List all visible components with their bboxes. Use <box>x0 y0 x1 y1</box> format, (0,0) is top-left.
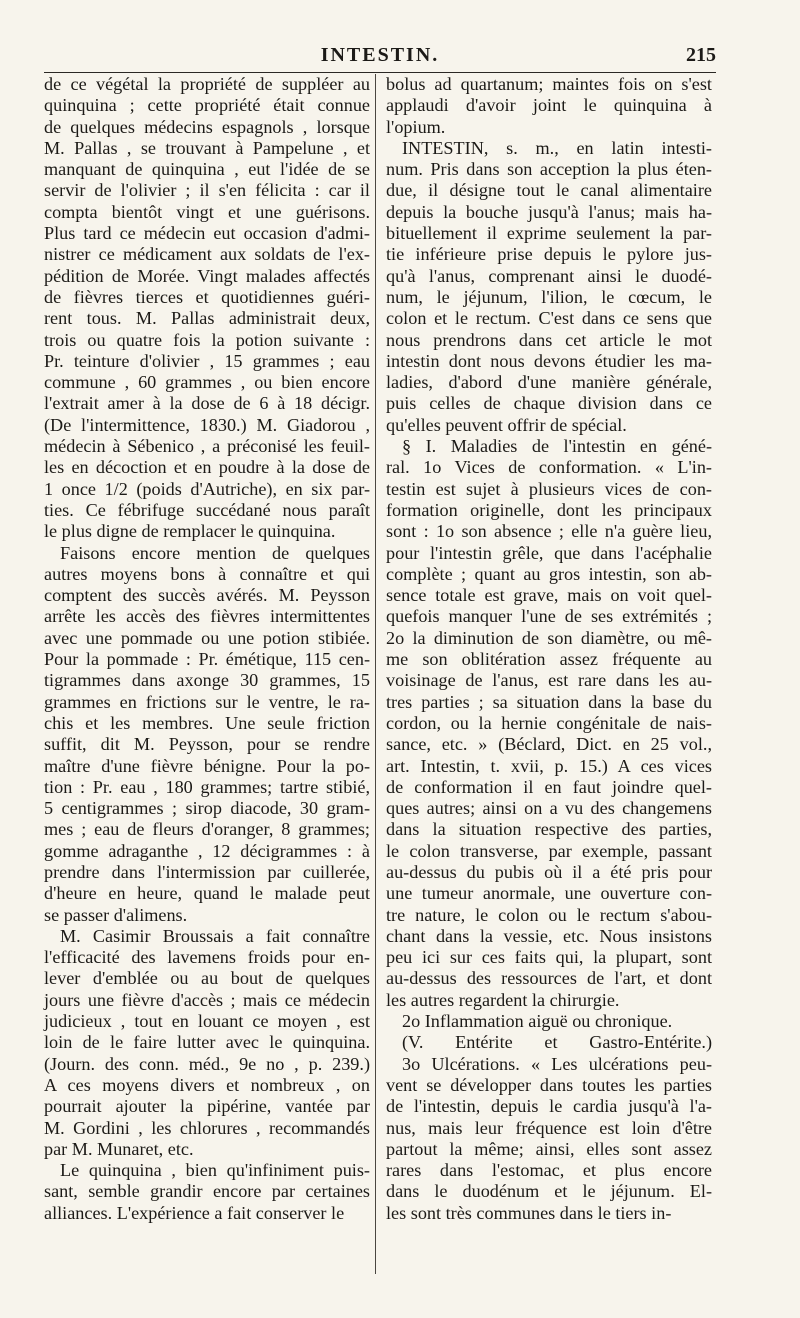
text-line: tres parties ; sa situation dans la base du <box>386 691 712 712</box>
text-line: quinquina ; cette propriété était connue <box>44 95 370 116</box>
text-line: suffit, dit M. Peysson, pour se rendre <box>44 734 370 755</box>
text-line: INTESTIN, s. m., en latin intesti- <box>402 137 712 158</box>
text-line: num, le jéjunum, l'ilion, le cœcum, le <box>386 286 712 307</box>
text-line: dans le duodénum et le jéjunum. El- <box>386 1181 712 1202</box>
text-line: avec une pommade ou une potion stibiée. <box>44 627 370 648</box>
text-line: peu ici sur ces faits qui, la plupart, sont <box>386 947 712 968</box>
right-column <box>386 74 712 1224</box>
text-line: de l'intestin, depuis le cardia jusqu'à l'a- <box>386 1096 712 1117</box>
text-line: sance, etc. » (Béclard, Dict. en 25 vol., <box>386 734 712 755</box>
text-line: 5 centigrammes ; sirop diacode, 30 gram- <box>44 798 370 819</box>
text-line: nus, mais leur fréquence est loin d'être <box>386 1117 712 1138</box>
text-line: M. Pallas , se trouvant à Pampelune , et <box>44 137 370 158</box>
text-line: loin de le faire lutter avec le quinquina. <box>44 1032 370 1053</box>
text-line: maître d'une fièvre bénigne. Pour la po- <box>44 755 370 776</box>
running-header <box>44 44 716 73</box>
text-line: intestin dont nous devons étudier les ma- <box>386 350 712 371</box>
text-line: les sont très communes dans le tiers in- <box>386 1202 672 1223</box>
text-line: nistrer ce médicament aux soldats de l'ex- <box>44 244 370 265</box>
text-line: Plus tard ce médecin eut occasion d'admi- <box>44 223 370 244</box>
text-line: (De l'intermittence, 1830.) M. Giadorou , <box>44 414 370 435</box>
text-line: cordon, ou la hernie congénitale de nais- <box>386 712 712 733</box>
text-line: au-dessus des ressources de l'art, et dont <box>386 968 712 989</box>
text-line: gomme adraganthe , 12 décigrammes : à <box>44 840 370 861</box>
text-line: 2o la diminution de son diamètre, ou mê- <box>386 627 712 648</box>
text-line: rares dans l'estomac, et plus encore <box>386 1160 712 1181</box>
text-line: comptent des succès avérés. M. Peysson <box>44 585 370 606</box>
text-line: puis celles de chaque division dans ce <box>386 393 712 414</box>
text-line: dans la situation respective des parties, <box>386 819 712 840</box>
text-line: trois ou quatre fois la potion suivante : <box>44 329 370 350</box>
text-line: l'opium. <box>386 116 446 137</box>
text-line: sont : 1o son absence ; elle n'a guère lieu, <box>386 521 712 542</box>
page-title: INTESTIN. <box>320 44 440 66</box>
text-line: testin est sujet à plusieurs vices de con- <box>386 478 712 499</box>
text-line: compta bientôt vingt et une guérisons. <box>44 201 370 222</box>
text-line: A ces moyens divers et nombreux , on <box>44 1074 370 1095</box>
text-line: depuis la bouche jusqu'à l'anus; mais ha- <box>386 201 712 222</box>
text-line: 2o Inflammation aiguë ou chronique. <box>402 1011 673 1032</box>
text-line: art. Intestin, t. xvii, p. 15.) A ces vices <box>386 755 712 776</box>
text-line: judicieux , tout en louant ce moyen , est <box>44 1011 370 1032</box>
text-line: arrête les accès des fièvres intermittentes <box>44 606 370 627</box>
text-line: voisinage de l'anus, est rare dans les au- <box>386 670 712 691</box>
text-line: commune , 60 grammes , ou bien encore <box>44 372 370 393</box>
text-line: quefois manquer l'une de ses extrémités ; <box>386 606 712 627</box>
text-line: tigrammes dans axonge 30 grammes, 15 <box>44 670 370 691</box>
text-line: pédition de Morée. Vingt malades affectés <box>44 265 370 286</box>
text-line: M. Gordini , les chlorures , recommandés <box>44 1117 370 1138</box>
text-line: ties. Ce fébrifuge succédané nous paraît <box>44 499 370 520</box>
text-line: servir de l'olivier ; il s'en félicita : car il <box>44 180 370 201</box>
text-line: M. Casimir Broussais a fait connaître <box>60 925 370 946</box>
column-divider <box>375 74 376 1274</box>
text-line: num. Pris dans son acception la plus éten- <box>386 159 712 180</box>
text-line: tion : Pr. eau , 180 grammes; tartre stibié, <box>44 776 370 797</box>
text-line: grammes en frictions sur le ventre, le ra- <box>44 691 370 712</box>
text-line: due, il désigne tout le canal alimentaire <box>386 180 712 201</box>
text-line: sant, semble grandir encore par certaines <box>44 1181 370 1202</box>
text-line: bituellement il exprime seulement la par- <box>386 223 712 244</box>
text-line: l'efficacité des lavemens froids pour en- <box>44 947 370 968</box>
text-line: au-dessus du pubis où il a été pris pour <box>386 861 712 882</box>
text-line: sence totale est grave, mais on voit quel- <box>386 585 712 606</box>
text-line: de fièvres tierces et quotidiennes guéri- <box>44 286 370 307</box>
text-line: prendre dans l'intermission par cuillerée, <box>44 861 370 882</box>
text-line: applaudi d'avoir joint le quinquina à <box>386 95 712 116</box>
text-line: 1 once 1/2 (poids d'Autriche), en six par- <box>44 478 370 499</box>
text-line: ral. 1o Vices de conformation. « L'in- <box>386 457 712 478</box>
text-line: ladies, d'abord d'une manière générale, <box>386 372 712 393</box>
text-line: lever d'emblée ou au bout de quelques <box>44 968 370 989</box>
text-line: Pr. teinture d'olivier , 15 grammes ; eau <box>44 350 370 371</box>
text-line: qu'elles peuvent offrir de spécial. <box>386 414 627 435</box>
text-line: me son oblitération assez fréquente au <box>386 649 712 670</box>
text-line: (V. Entérite et Gastro-Entérite.) <box>402 1032 712 1053</box>
text-line: de conformation il en faut joindre quel- <box>386 776 712 797</box>
text-line: qu'à l'anus, comprenant ainsi le duodé- <box>386 265 712 286</box>
text-line: bolus ad quartanum; maintes fois on s'est <box>386 74 712 94</box>
text-line: par M. Munaret, etc. <box>44 1138 194 1159</box>
text-line: ques autres; ainsi on a vu des changemens <box>386 798 712 819</box>
text-line: pour l'intestin grêle, que dans l'acéphalie <box>386 542 712 563</box>
text-line: Le quinquina , bien qu'infiniment puis- <box>60 1160 370 1181</box>
text-line: les autres regardent la chirurgie. <box>386 989 620 1010</box>
text-line: les en décoction et en poudre à la dose de <box>44 457 370 478</box>
text-line: 3o Ulcérations. « Les ulcérations peu- <box>402 1053 712 1074</box>
text-line: le plus digne de remplacer le quinquina. <box>44 521 336 542</box>
text-line: tre nature, le colon ou le rectum s'abou- <box>386 904 712 925</box>
text-line: manquant de quinquina , eut l'idée de se <box>44 159 370 180</box>
left-column <box>44 74 370 1224</box>
text-line: chis et les membres. Une seule friction <box>44 712 370 733</box>
text-line: nous prendrons dans cet article le mot <box>386 329 712 350</box>
text-line: chant dans la vessie, etc. Nous insistons <box>386 925 712 946</box>
text-line: (Journ. des conn. méd., 9e no , p. 239.) <box>44 1053 370 1074</box>
text-line: Faisons encore mention de quelques <box>60 542 370 563</box>
text-line: de ce végétal la propriété de suppléer au <box>44 74 370 94</box>
text-line: rent tous. M. Pallas administrait deux, <box>44 308 370 329</box>
text-line: tie inférieure prise depuis le pylore jus- <box>386 244 712 265</box>
text-line: d'heure en heure, quand le malade peut <box>44 883 370 904</box>
text-line: pourrait ajouter la pipérine, vantée par <box>44 1096 370 1117</box>
text-line: se passer d'alimens. <box>44 904 188 925</box>
text-line: autres moyens bons à connaître et qui <box>44 563 370 584</box>
text-line: formation originelle, dont les principaux <box>386 499 712 520</box>
text-line: Pour la pommade : Pr. émétique, 115 cen- <box>44 649 370 670</box>
page-number: 215 <box>686 44 716 66</box>
text-line: complète ; quant au gros intestin, son ab- <box>386 563 712 584</box>
text-line: vent se développer dans toutes les parties <box>386 1074 712 1095</box>
text-line: alliances. L'expérience a fait conserver le <box>44 1202 345 1223</box>
text-line: mes ; eau de fleurs d'oranger, 8 grammes; <box>44 819 370 840</box>
text-line: le colon transverse, par exemple, passant <box>386 840 712 861</box>
text-line: § I. Maladies de l'intestin en géné- <box>402 436 712 457</box>
text-line: partout la même; ainsi, elles sont assez <box>386 1138 712 1159</box>
text-line: colon et le rectum. C'est dans ce sens que <box>386 308 712 329</box>
text-line: l'extrait amer à la dose de 6 à 18 décigr. <box>44 393 370 414</box>
text-line: médecin à Sébenico , a préconisé les feuil- <box>44 436 370 457</box>
text-line: une tumeur anormale, une ouverture con- <box>386 883 712 904</box>
text-line: de quelques médecins espagnols , lorsque <box>44 116 370 137</box>
text-line: jours une fièvre d'accès ; mais ce médecin <box>44 989 370 1010</box>
